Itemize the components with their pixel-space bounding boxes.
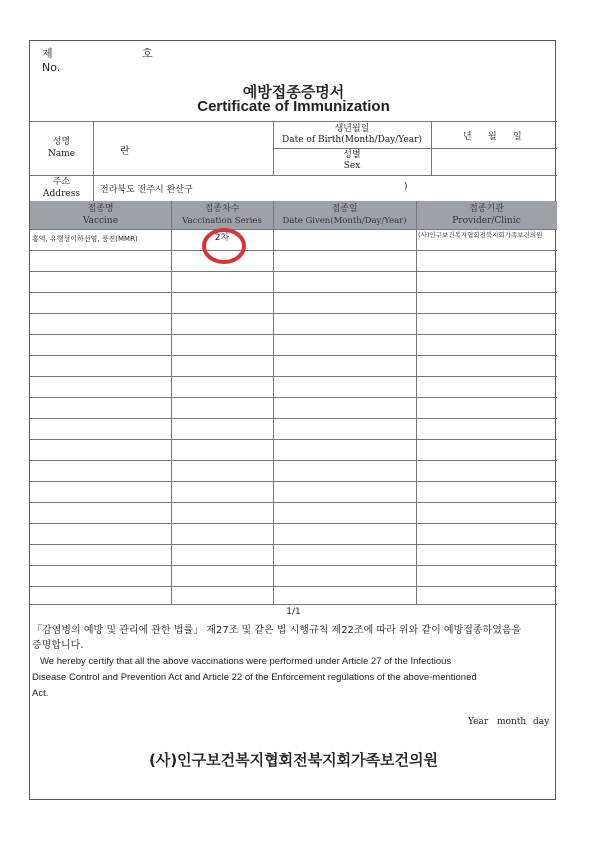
address-label — [30, 176, 93, 200]
sex-label-ko: 성별 — [343, 150, 361, 160]
header-clinic — [416, 201, 557, 229]
row1-vaccine: 홍역, 유행성이하선염, 풍진(MMR) — [32, 235, 138, 243]
table-row-line — [30, 586, 557, 587]
table-row-line — [30, 502, 557, 503]
statement-ko-2: 증명합니다. — [32, 640, 84, 651]
name-value: 란 — [120, 146, 130, 157]
header-series-en: Vaccination Series — [182, 216, 262, 226]
header-date-ko: 접종일 — [331, 204, 358, 214]
table-row-line — [30, 250, 557, 251]
doc-no-prefix: 제 — [42, 47, 53, 60]
red-circle-mark — [200, 225, 248, 267]
divider — [273, 148, 557, 149]
address-close: ) — [404, 182, 408, 192]
table-column-line — [171, 201, 172, 604]
table-row-line — [30, 481, 557, 482]
table-column-line — [273, 201, 274, 604]
table-row-line — [30, 523, 557, 524]
dob-month: 월 — [488, 132, 497, 142]
title-ko: 예방접종증명서 — [242, 83, 345, 101]
header-series-ko: 접종차수 — [204, 204, 240, 214]
issuer-name: (사)인구보건복지협회전북지회가족보건의원 — [148, 751, 439, 769]
table-row-line — [30, 271, 557, 272]
doc-no-en: No. — [42, 61, 61, 74]
statement-en-1: We hereby certify that all the above vaccinations were performed under Article 27 of the Infectious — [40, 656, 452, 667]
name-label — [30, 136, 93, 160]
title-en: Certificate of Immunization — [197, 98, 390, 115]
table-row-line — [30, 418, 557, 419]
statement-en-2: Disease Control and Prevention Act and Article 22 of the Enforcement regulations of the above-mentioned — [32, 672, 477, 683]
dob-year: 년 — [463, 132, 472, 142]
table-row-line — [30, 292, 557, 293]
table-column-line — [416, 201, 417, 604]
certificate-frame — [29, 40, 556, 800]
header-vaccine — [30, 201, 171, 229]
header-date-en: Date Given(Month/Day/Year) — [282, 216, 407, 226]
dob-label — [273, 124, 431, 146]
dob-label-en: Date of Birth(Month/Day/Year) — [282, 135, 422, 145]
sex-label-en: Sex — [343, 161, 361, 171]
dob-label-ko: 생년월일 — [334, 124, 370, 134]
date-month-label: month — [497, 717, 527, 727]
sex-label — [273, 150, 431, 172]
table-row-line — [30, 313, 557, 314]
name-label-ko: 성명 — [52, 137, 71, 147]
table-row-line — [30, 229, 557, 230]
header-clinic-ko: 접종기관 — [469, 204, 504, 214]
table-row-line — [30, 397, 557, 398]
doc-no-suffix: 호 — [142, 47, 153, 60]
divider — [30, 121, 557, 122]
address-label-ko: 주소 — [52, 177, 71, 187]
statement-en-3: Act. — [32, 688, 49, 699]
divider — [93, 121, 94, 175]
header-date — [273, 201, 416, 229]
table-bottom-line — [30, 604, 557, 605]
table-row-line — [30, 376, 557, 377]
header-vaccine-en: Vaccine — [82, 216, 119, 226]
statement-ko-1: 「감염병의 예방 및 관리에 관한 법률」 제27조 및 같은 법 시행규칙 제22조에 따라 위와 같이 예방접종하였음을 — [32, 625, 522, 636]
header-vaccine-ko: 접종명 — [87, 204, 114, 214]
name-label-en: Name — [47, 149, 76, 159]
table-row-line — [30, 355, 557, 356]
date-year-label: Year — [468, 717, 489, 727]
divider — [30, 175, 557, 176]
table-row-line — [30, 565, 557, 566]
table-row-line — [30, 460, 557, 461]
page-number: 1/1 — [286, 607, 301, 617]
table-row-line — [30, 544, 557, 545]
table-row-line — [30, 439, 557, 440]
dob-day: 일 — [513, 132, 522, 142]
row1-series: 2차 — [214, 233, 230, 243]
header-clinic-en: Provider/Clinic — [452, 216, 521, 226]
address-label-en: Address — [43, 189, 80, 199]
row1-clinic: (사)인구보건복지협회전북지회가족보건의원 — [418, 231, 543, 239]
address-value: 전라북도 전주시 완산구 — [100, 185, 193, 195]
divider — [93, 175, 94, 201]
date-day-label: day — [533, 717, 550, 727]
table-row-line — [30, 334, 557, 335]
